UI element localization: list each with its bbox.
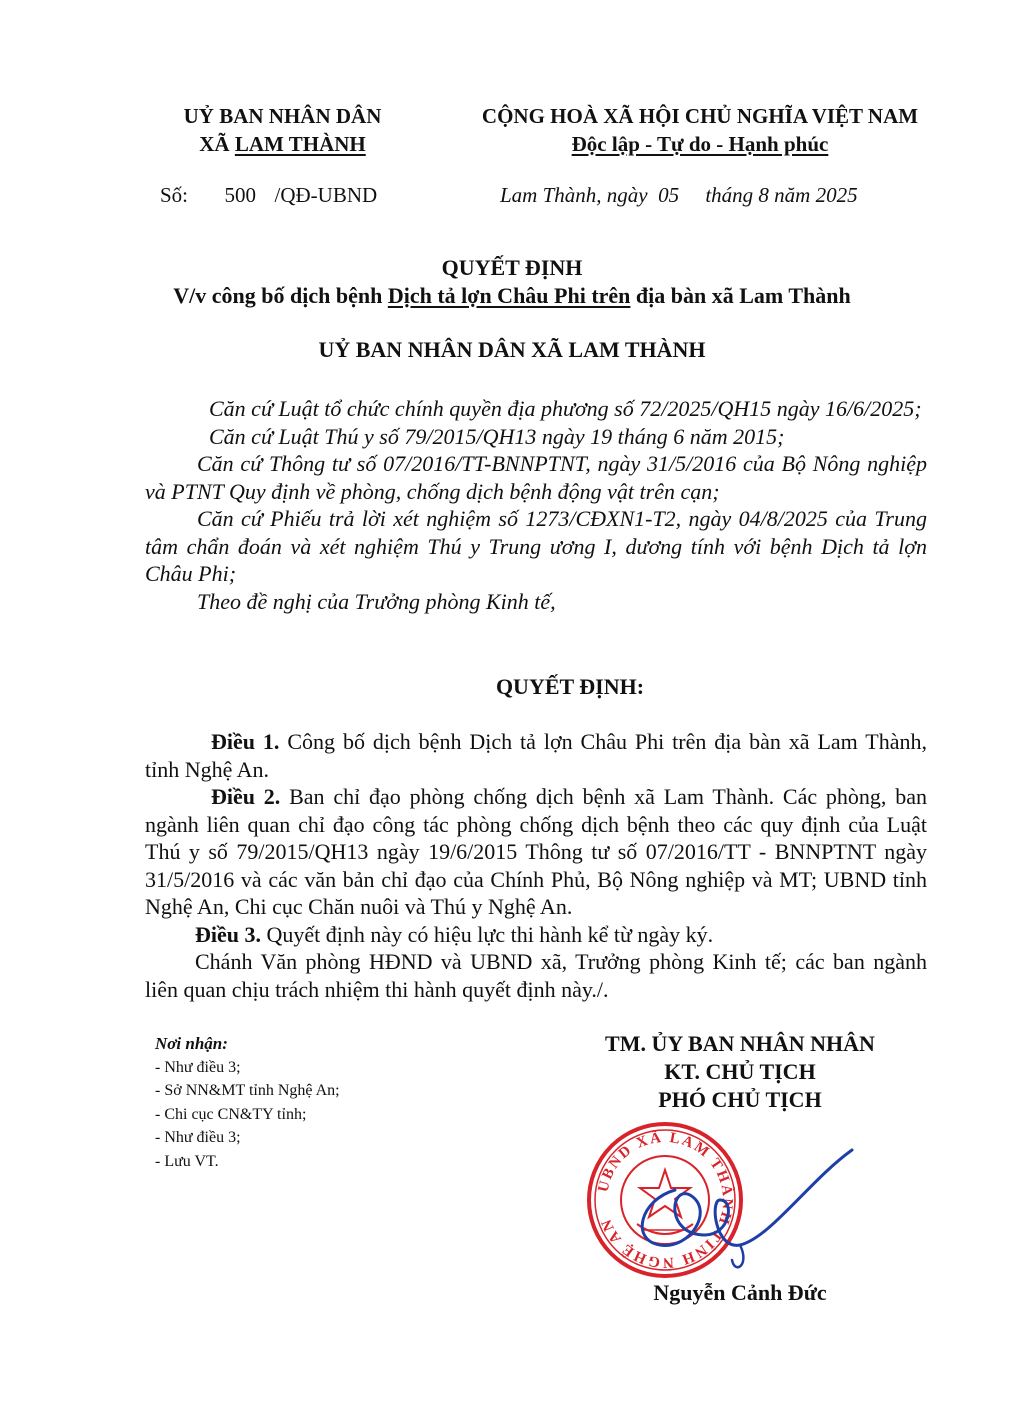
preamble-item: Theo đề nghị của Trưởng phòng Kinh tế, xyxy=(197,588,556,614)
signature-block xyxy=(540,1030,940,1114)
preamble xyxy=(145,395,927,615)
so-suffix: /QĐ-UBND xyxy=(274,183,378,207)
recipient-item: - Lưu VT. xyxy=(155,1152,219,1170)
motto: Độc lập - Tự do - Hạnh phúc xyxy=(571,132,829,156)
handwritten-signature-icon xyxy=(620,1140,870,1280)
agency-line-2: XÃ LAM THÀNH xyxy=(199,132,366,156)
recipient-item: - Sở NN&MT tỉnh Nghệ An; xyxy=(155,1082,340,1099)
recipient-item: - Như điều 3; xyxy=(155,1129,241,1146)
articles xyxy=(145,728,927,1003)
recipients-title: Nơi nhận: xyxy=(155,1034,228,1053)
preamble-item: Căn cứ Thông tư số 07/2016/TT-BNNPTNT, ngày 31/5/2016 của Bộ Nông nghiệp và PTNT Quy định về phòng, chống dịch bệnh động vật trên cạn; xyxy=(145,451,927,504)
agency-line-1: UỶ BAN NHÂN DÂN xyxy=(183,104,382,128)
decision-subject: V/v công bố dịch bệnh Dịch tả lợn Châu Phi trên địa bàn xã Lam Thành xyxy=(173,283,851,308)
issuer-heading: UỶ BAN NHÂN DÂN XÃ LAM THÀNH xyxy=(318,337,706,362)
so-label: Số: xyxy=(160,183,189,207)
preamble-item: Căn cứ Luật Thú y số 79/2015/QH13 ngày 19 tháng 6 năm 2015; xyxy=(209,423,785,449)
preamble-item: Căn cứ Luật tổ chức chính quyền địa phương số 72/2025/QH15 ngày 16/6/2025; xyxy=(209,396,922,421)
issuing-agency xyxy=(150,102,415,158)
article-1: Điều 1. Công bố dịch bệnh Dịch tả lợn Châu Phi trên địa bàn xã Lam Thành, tỉnh Nghệ An. xyxy=(145,729,927,782)
article-2: Điều 2. Ban chỉ đạo phòng chống dịch bệnh xã Lam Thành. Các phòng, ban ngành liên quan chỉ đạo công tác phòng chống dịch bệnh theo các quy định của Luật Thú y số 79/2015/QH13 ngày 19/6/2015 Thông tư số 07/2016/TT - BNNPTNT ngày 31/5/2016 và các văn bản chỉ đạo của Chính Phủ, Bộ Nông nghiệp và MT; UBND tỉnh Nghệ An, Chi cục Chăn nuôi và Thú y Nghệ An. xyxy=(145,784,927,919)
signature-line-1: TM. ỦY BAN NHÂN NHÂN xyxy=(605,1031,875,1056)
document-number xyxy=(160,183,377,208)
decision-heading: QUYẾT ĐỊNH: xyxy=(495,674,645,699)
signature-line-2: KT. CHỦ TỊCH xyxy=(664,1059,816,1084)
signer-name: Nguyễn Cảnh Đức xyxy=(653,1280,827,1305)
preamble-item: Căn cứ Phiếu trả lời xét nghiệm số 1273/CĐXN1-T2, ngày 04/8/2025 của Trung tâm chẩn đoán và xét nghiệm Thú y Trung ương I, dương tính với bệnh Dịch tả lợn Châu Phi; xyxy=(145,506,927,586)
national-motto xyxy=(440,102,960,158)
place-date: Lam Thành, ngày 05 tháng 8 năm 2025 xyxy=(500,183,858,207)
recipient-item: - Chi cục CN&TY tỉnh; xyxy=(155,1105,307,1123)
recipient-item: - Như điều 3; xyxy=(155,1058,241,1076)
signature-line-3: PHÓ CHỦ TỊCH xyxy=(658,1087,822,1112)
recipients xyxy=(155,1032,340,1173)
closing-paragraph: Chánh Văn phòng HĐND và UBND xã, Trưởng phòng Kinh tế; các ban ngành liên quan chịu trách nhiệm thi hành quyết định này./. xyxy=(145,949,927,1002)
article-3: Điều 3. Quyết định này có hiệu lực thi hành kể từ ngày ký. xyxy=(195,921,714,947)
svg-text:UBND XÃ LAM THÀNH TỈNH NGHỆ AN: UBND XÃ LAM THÀNH TỈNH NGHỆ AN xyxy=(595,1129,736,1271)
nation-name: CỘNG HOÀ XÃ HỘI CHỦ NGHĨA VIỆT NAM xyxy=(481,104,919,128)
decision-title: QUYẾT ĐỊNH xyxy=(441,255,583,280)
so-number: 500 xyxy=(224,183,257,207)
